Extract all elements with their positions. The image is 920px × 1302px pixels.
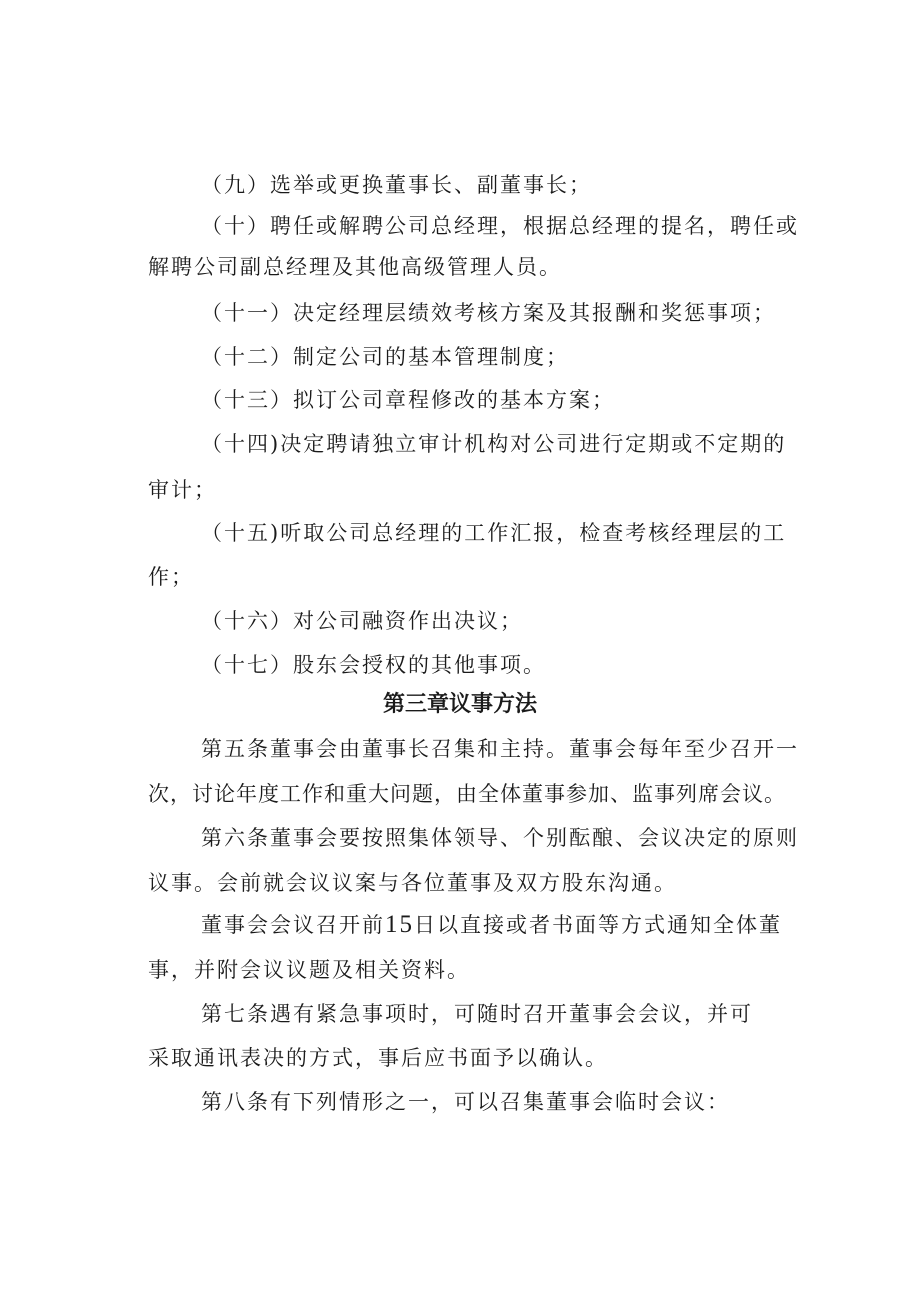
notice-days-number: 15 [385,911,414,938]
article-7: 第七条遇有紧急事项时，可随时召开董事会会议，并可 [201,1002,753,1026]
notice-paragraph-cont: 事，并附会议议题及相关资料。 [148,958,470,982]
list-item-16: （十六）对公司融资作出决议； [201,609,523,633]
list-item-15-cont: 作； [148,565,194,589]
article-6-cont: 议事。会前就会议议案与各位董事及双方股东沟通。 [148,871,677,895]
chapter-heading: 第三章议事方法 [382,692,537,717]
list-item-15: （十五)听取公司总经理的工作汇报，检查考核经理层的工 [201,521,787,545]
list-item-14: （十四)决定聘请独立审计机构对公司进行定期或不定期的 [201,432,787,456]
article-5: 第五条董事会由董事长召集和主持。董事会每年至少召开一 [201,737,799,761]
list-item-13: （十三）拟订公司章程修改的基本方案； [201,388,615,412]
list-item-10-cont: 解聘公司副总经理及其他高级管理人员。 [148,255,562,279]
article-6: 第六条董事会要按照集体领导、个别酝酿、会议决定的原则 [201,826,799,850]
list-item-12: （十二）制定公司的基本管理制度； [201,345,569,369]
list-item-10: （十）聘任或解聘公司总经理，根据总经理的提名，聘任或 [201,214,799,238]
list-item-17: （十七）股东会授权的其他事项。 [201,653,546,677]
article-7-cont: 采取通讯表决的方式，事后应书面予以确认。 [148,1046,608,1070]
article-8: 第八条有下列情形之一，可以召集董事会临时会议： [201,1090,730,1114]
list-item-9: （九）选举或更换董事长、副董事长； [201,173,592,197]
notice-paragraph [201,910,861,940]
notice-text-post: 日以直接或者书面等方式通知全体董 [414,913,782,937]
notice-text-pre: 董事会会议召开前 [201,913,385,937]
article-5-cont: 次，讨论年度工作和重大问题，由全体董事参加、监事列席会议。 [148,782,786,806]
list-item-11: （十一）决定经理层绩效考核方案及其报酬和奖惩事项； [201,301,776,325]
list-item-14-cont: 审计； [148,478,217,502]
